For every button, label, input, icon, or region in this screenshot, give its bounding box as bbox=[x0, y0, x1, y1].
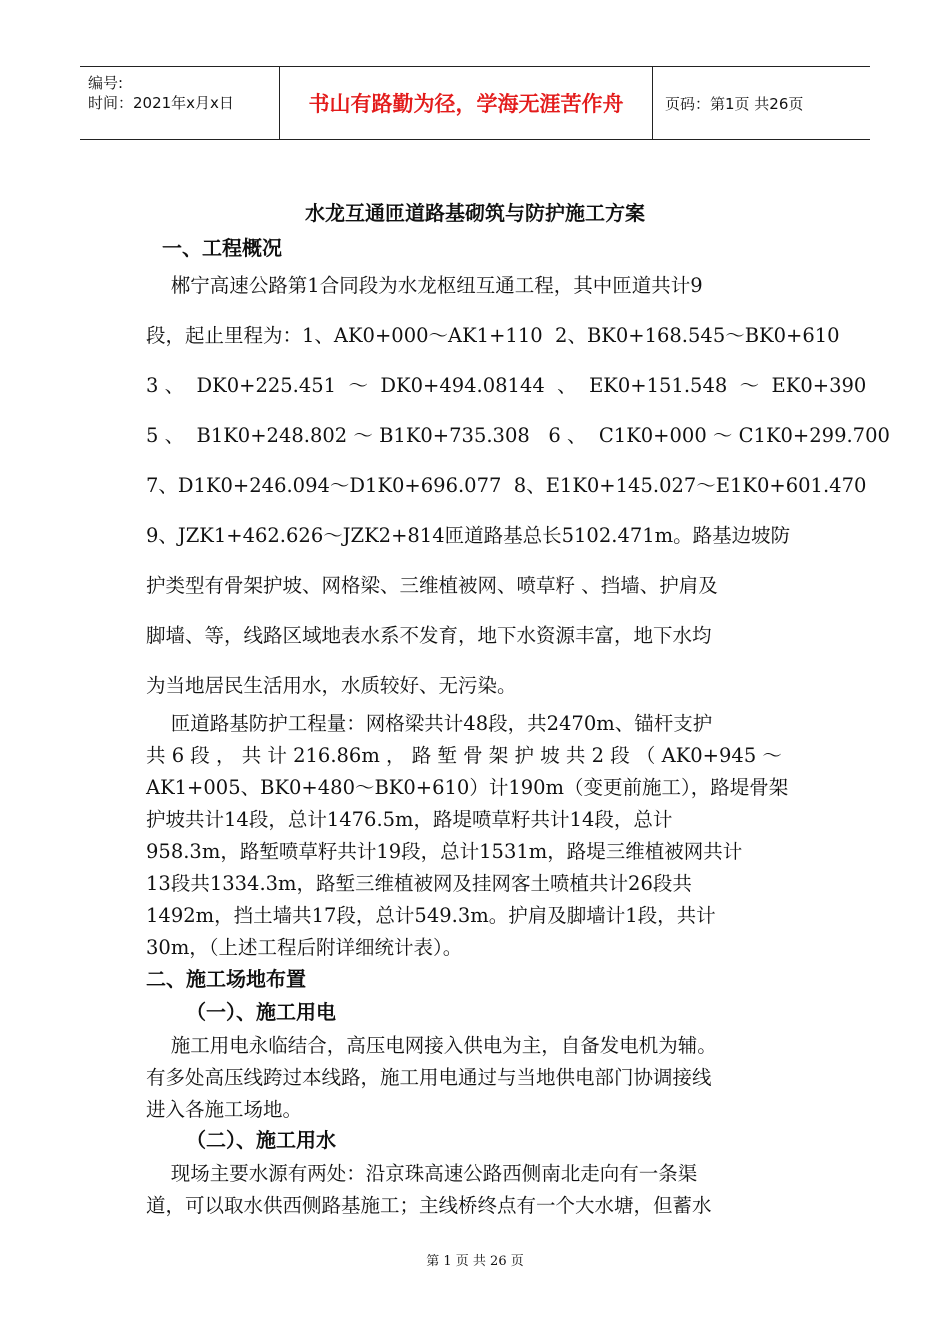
paragraph-line: 9、JZK1+462.626～JZK2+814匝道路基总长5102.471m。路基边坡防 bbox=[146, 524, 791, 547]
paragraph-line: 脚墙、等，线路区域地表水系不发育，地下水资源丰富，地下水均 bbox=[146, 624, 712, 647]
paragraph-line: 郴宁高速公路第1合同段为水龙枢纽互通工程，其中匝道共计9 bbox=[146, 274, 703, 297]
paragraph-line: 30m，（上述工程后附详细统计表）。 bbox=[146, 936, 463, 959]
paragraph-line: 护坡共计14段，总计1476.5m，路堤喷草籽共计14段，总计 bbox=[146, 808, 673, 831]
header-meta bbox=[80, 67, 280, 139]
paragraph-line: 施工用电永临结合，高压电网接入供电为主，自备发电机为辅。 bbox=[146, 1034, 717, 1057]
paragraph-line: 道，可以取水供西侧路基施工；主线桥终点有一个大水塘，但蓄水 bbox=[146, 1194, 712, 1217]
document-title: 水龙互通匝道路基砌筑与防护施工方案 bbox=[305, 201, 645, 225]
paragraph-line: 7、D1K0+246.094～D1K0+696.077 8、E1K0+145.027～E1K0+601.470 bbox=[146, 474, 867, 497]
paragraph-line: 13段共1334.3m，路堑三维植被网及挂网客土喷植共计26段共 bbox=[146, 872, 692, 895]
document-number-label: 编号: bbox=[88, 74, 124, 92]
paragraph-line: 为当地居民生活用水，水质较好、无污染。 bbox=[146, 674, 517, 697]
paragraph-line: 段，起止里程为：1、AK0+000～AK1+110 2、BK0+168.545～BK0+610 bbox=[146, 324, 840, 347]
paragraph-line: 3 、 DK0+225.451 ～ DK0+494.08144 、 EK0+151.548 ～ EK0+390 bbox=[146, 374, 867, 397]
paragraph-line: 958.3m，路堑喷草籽共计19段，总计1531m，路堤三维植被网共计 bbox=[146, 840, 743, 863]
paragraph-line: 5 、 B1K0+248.802 ～ B1K0+735.308 6 、 C1K0+000 ～ C1K0+299.700 bbox=[146, 424, 890, 447]
paragraph-line: 匝道路基防护工程量：网格梁共计48段，共2470m、锚杆支护 bbox=[146, 712, 713, 735]
page-footer: 第 1 页 共 26 页 bbox=[426, 1254, 524, 1269]
page-header bbox=[80, 66, 870, 140]
paragraph-line: 护类型有骨架护坡、网格梁、三维植被网、喷草籽 、挡墙、护肩及 bbox=[146, 574, 718, 597]
header-motto: 书山有路勤为径，学海无涯苦作舟 bbox=[280, 67, 653, 139]
section-heading-site-layout: 二、施工场地布置 bbox=[146, 967, 306, 991]
header-page-info: 页码：第1页 共26页 bbox=[665, 94, 804, 113]
document-time: 时间：2021年x月x日 bbox=[88, 94, 234, 112]
subsection-heading-water: （二）、施工用水 bbox=[186, 1128, 336, 1152]
paragraph-line: 现场主要水源有两处：沿京珠高速公路西侧南北走向有一条渠 bbox=[146, 1162, 698, 1185]
paragraph-line: 有多处高压线跨过本线路，施工用电通过与当地供电部门协调接线 bbox=[146, 1066, 712, 1089]
subsection-heading-power: （一）、施工用电 bbox=[186, 1000, 336, 1024]
paragraph-line: AK1+005、BK0+480～BK0+610）计190m（变更前施工），路堤骨架 bbox=[146, 776, 789, 799]
section-heading-overview: 一、工程概况 bbox=[162, 236, 282, 260]
paragraph-line: 1492m，挡土墙共17段，总计549.3m。护肩及脚墙计1段，共计 bbox=[146, 904, 716, 927]
paragraph-line: 共 6 段 ， 共 计 216.86m ， 路 堑 骨 架 护 坡 共 2 段 （ AK0+945 ～ bbox=[146, 744, 782, 767]
paragraph-line: 进入各施工场地。 bbox=[146, 1098, 303, 1121]
